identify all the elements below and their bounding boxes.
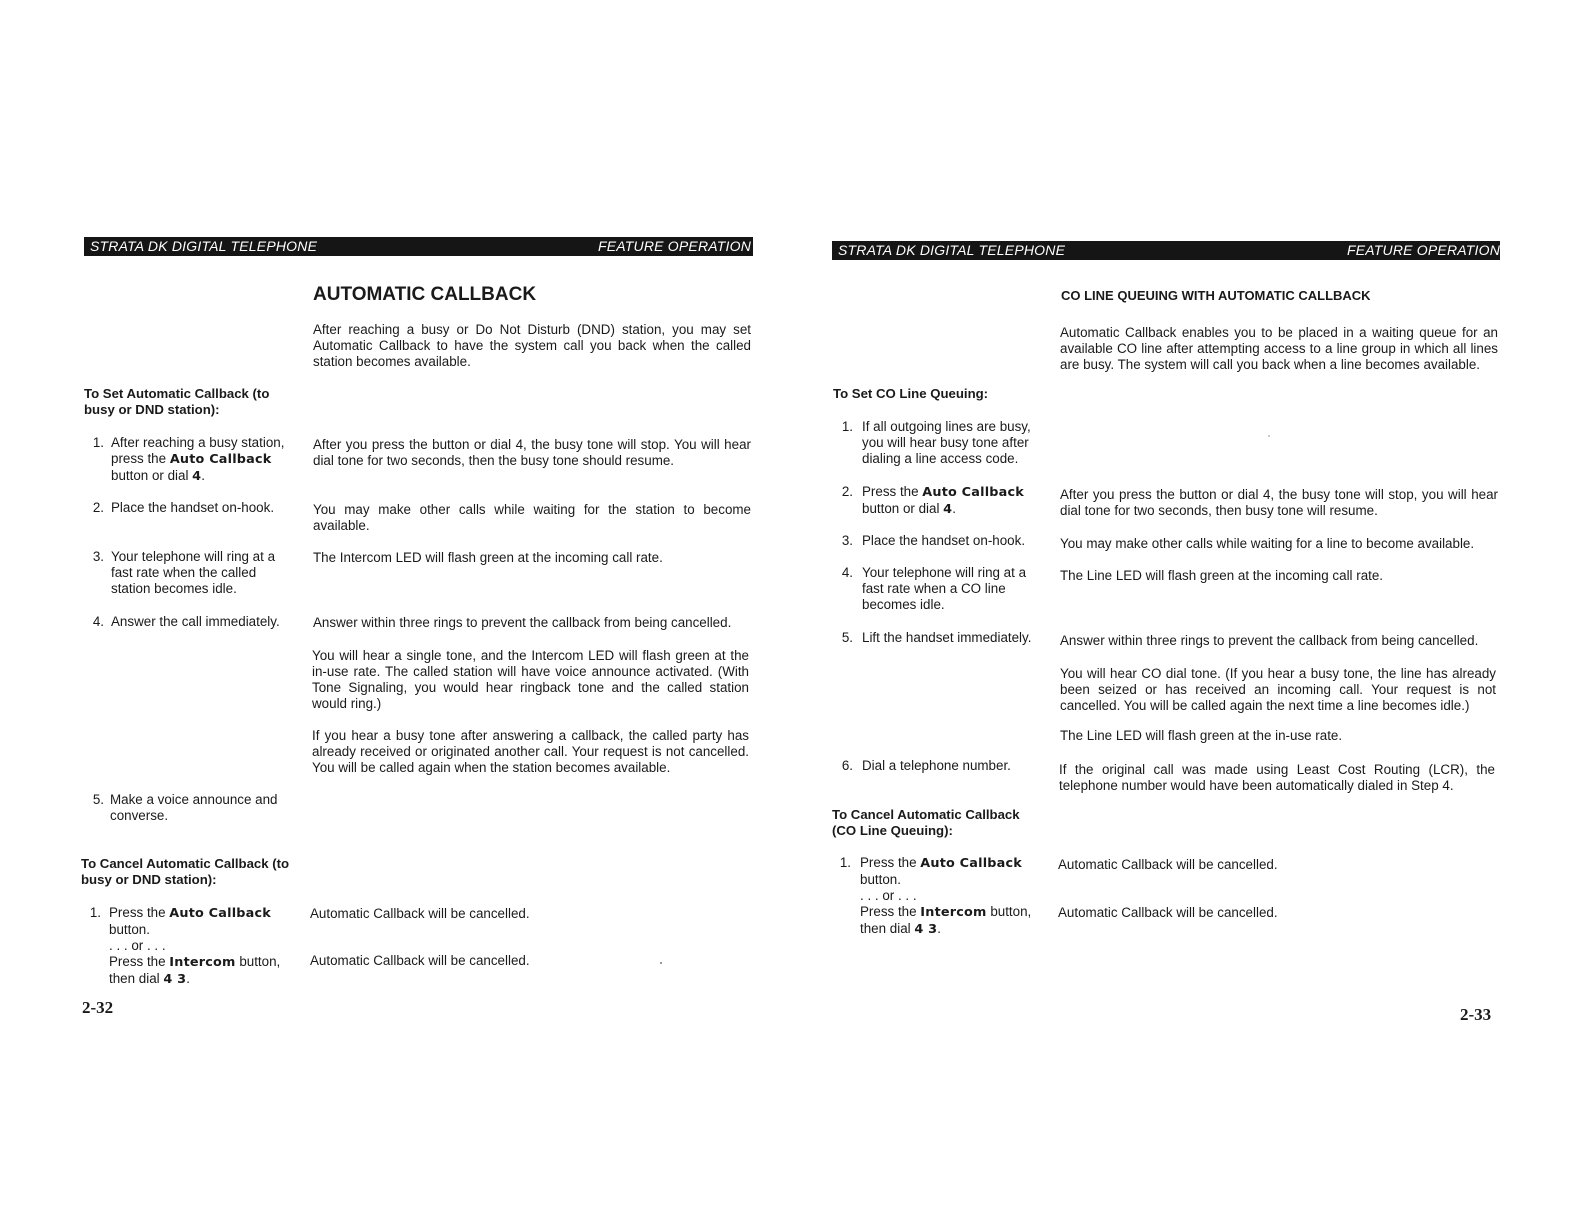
cancel-step-text: Press the Auto Callback button. . . . or . . . Press the Intercom button, then dial 4 3. xyxy=(860,855,1032,937)
step-number: 4. xyxy=(92,614,104,629)
step-text: Place the handset on-hook. xyxy=(862,533,1026,548)
cancel-heading-right: To Cancel Automatic Callback (CO Line Queuing): xyxy=(832,807,1020,838)
step-number: 3. xyxy=(92,549,104,564)
page-number-right: 2-33 xyxy=(1460,1005,1492,1024)
cancel-description: Automatic Callback will be cancelled. xyxy=(1058,857,1278,872)
intro-left: After reaching a busy or Do Not Disturb (DND) station, you may set Automatic Callback to have the system call you back when the called station becomes available. xyxy=(313,322,751,369)
step-number: 5. xyxy=(92,792,104,807)
page-title-right: CO LINE QUEUING WITH AUTOMATIC CALLBACK xyxy=(1061,288,1371,303)
dial-digits: 4 3 xyxy=(163,972,187,987)
auto-callback-key: Auto Callback xyxy=(169,906,271,921)
step-text: Your telephone will ring at a fast rate when a CO line becomes idle. xyxy=(862,565,1027,612)
cancel-heading-left: To Cancel Automatic Callback (to busy or DND station): xyxy=(81,856,290,887)
step-description: After you press the button or dial 4, the busy tone will stop. You will hear dial tone for two seconds, then the busy tone should resume. xyxy=(313,437,751,468)
step-number: 2. xyxy=(841,484,853,499)
step-description: You may make other calls while waiting for the station to become available. xyxy=(313,502,751,533)
cancel-description: Automatic Callback will be cancelled. xyxy=(1058,905,1278,920)
step-description: You may make other calls while waiting for a line to become available. xyxy=(1060,536,1475,551)
step-text: Your telephone will ring at a fast rate when the called station becomes idle. xyxy=(111,549,276,596)
extra-description-1: You will hear a single tone, and the Intercom LED will flash green at the in-use rate. The called station will have voice announce activated. (With Tone Signaling, you would hear ringback tone and the called station would ring.) xyxy=(312,648,749,711)
step-description: After you press the button or dial 4, the busy tone will stop, you will hear dial tone for two seconds, then busy tone will resume. xyxy=(1060,487,1498,518)
auto-callback-key: Auto Callback xyxy=(920,856,1022,871)
step-number: 1. xyxy=(841,419,853,434)
auto-callback-key: Auto Callback xyxy=(169,452,272,467)
header-title-left: STRATA DK DIGITAL TELEPHONE xyxy=(90,238,318,254)
page-number-left: 2-32 xyxy=(82,998,114,1017)
step-text: Dial a telephone number. xyxy=(862,758,1011,773)
intercom-key: Intercom xyxy=(169,955,236,970)
cancel-step-text: Press the Auto Callback button. . . . or . . . Press the Intercom button, then dial 4 3. xyxy=(109,905,281,987)
step-text: After reaching a busy station, press the Auto Callback button or dial 4. xyxy=(111,435,285,484)
set-heading-left: To Set Automatic Callback (to busy or DND station): xyxy=(84,386,270,417)
cancel-description: Automatic Callback will be cancelled. xyxy=(310,953,530,968)
scan-speck xyxy=(660,962,662,964)
step-text: Make a voice announce and converse. xyxy=(110,792,278,823)
step-text: If all outgoing lines are busy, you will hear busy tone after dialing a line access code. xyxy=(862,419,1031,466)
step-number: 5. xyxy=(841,630,853,645)
header-section-right: FEATURE OPERATION xyxy=(1347,242,1501,258)
step-number: 1. xyxy=(92,435,104,450)
dial-key: 4 xyxy=(943,502,953,517)
step-text: Press the Auto Callback button or dial 4. xyxy=(862,484,1024,517)
dial-digits: 4 3 xyxy=(914,922,938,937)
step-number: 3. xyxy=(841,533,853,548)
set-heading-right: To Set CO Line Queuing: xyxy=(833,386,989,401)
auto-callback-key: Auto Callback xyxy=(922,485,1024,500)
extra-description-1: You will hear CO dial tone. (If you hear a busy tone, the line has already been seized or has received an incoming call. Your request is not cancelled. You will be called again the next time a line becomes idle.) xyxy=(1060,666,1496,713)
cancel-description: Automatic Callback will be cancelled. xyxy=(310,906,530,921)
dial-key: 4 xyxy=(192,469,202,484)
step-number: 4. xyxy=(841,565,853,580)
step-description: Answer within three rings to prevent the callback from being cancelled. xyxy=(313,615,732,630)
step-text: Answer the call immediately. xyxy=(111,614,280,629)
intro-right: Automatic Callback enables you to be placed in a waiting queue for an available CO line after attempting access to a line group in which all lines are busy. The system will call you back when a line becomes available. xyxy=(1060,325,1498,372)
scan-speck xyxy=(1268,435,1270,437)
extra-description-2: The Line LED will flash green at the in-use rate. xyxy=(1060,728,1343,743)
step-text: Place the handset on-hook. xyxy=(111,500,275,515)
step-description: The Intercom LED will flash green at the incoming call rate. xyxy=(313,550,663,565)
step-number: 6. xyxy=(841,758,853,773)
step-description: If the original call was made using Least Cost Routing (LCR), the telephone number would have been automatically dialed in Step 4. xyxy=(1059,762,1495,793)
intercom-key: Intercom xyxy=(920,905,987,920)
page-title-left: AUTOMATIC CALLBACK xyxy=(313,284,537,305)
header-section-left: FEATURE OPERATION xyxy=(598,238,752,254)
step-number: 2. xyxy=(92,500,104,515)
step-description: Answer within three rings to prevent the callback from being cancelled. xyxy=(1060,633,1479,648)
header-title-right: STRATA DK DIGITAL TELEPHONE xyxy=(838,242,1066,258)
cancel-step-number: 1. xyxy=(89,905,101,920)
extra-description-2: If you hear a busy tone after answering a callback, the called party has already received or originated another call. Your request is not cancelled. You will be called again when the station becomes available. xyxy=(312,728,749,775)
cancel-step-number: 1. xyxy=(839,855,851,870)
step-description: The Line LED will flash green at the incoming call rate. xyxy=(1060,568,1384,583)
header-bar-right xyxy=(832,241,1500,260)
header-bar-left xyxy=(84,237,753,256)
step-text: Lift the handset immediately. xyxy=(862,630,1032,645)
